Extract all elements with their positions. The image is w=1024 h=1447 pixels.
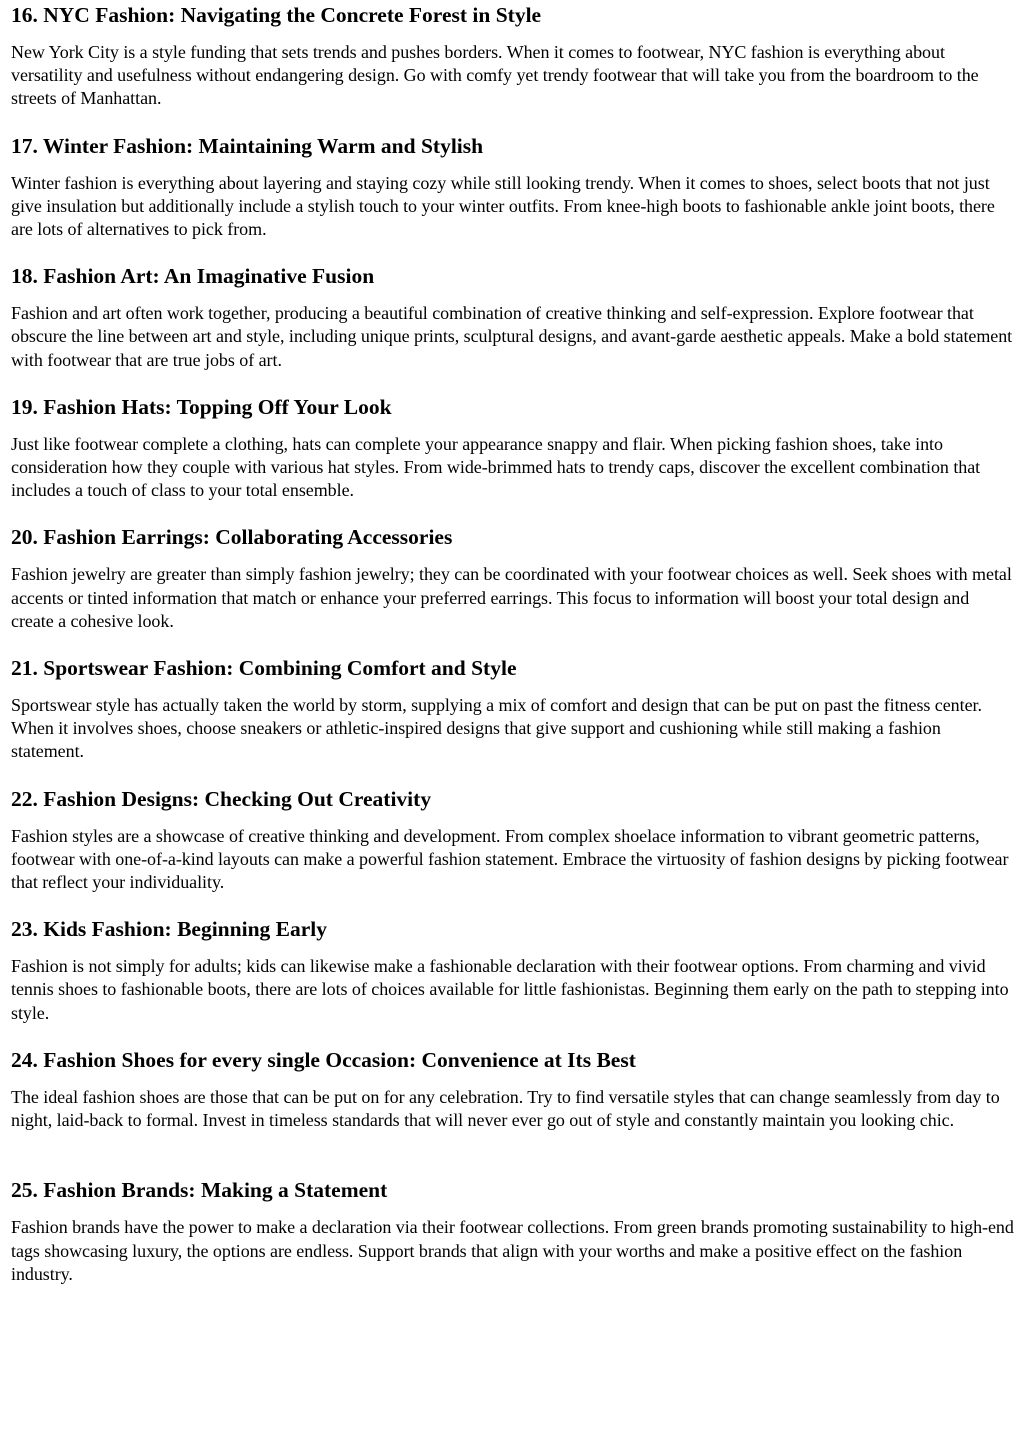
section-16 — [11, 1, 1014, 111]
section-24 — [11, 1046, 1014, 1156]
section-18 — [11, 262, 1014, 372]
section-heading: 16. NYC Fashion: Navigating the Concrete Forest in Style — [11, 3, 542, 27]
section-paragraph: Fashion jewelry are greater than simply fashion jewelry; they can be coordinated with your footwear choices as well. Seek shoes with metal accents or tinted information that match or enhance your preferred earrings. This focus to information will boost your total design and create a cohesive look. — [11, 564, 1012, 631]
section-paragraph: Fashion styles are a showcase of creative thinking and development. From complex shoelace information to vibrant geometric patterns, footwear with one-of-a-kind layouts can make a powerful fashion statement. Embrace the virtuosity of fashion designs by picking footwear that reflect your individuality. — [11, 825, 1009, 892]
article-body — [0, 1, 1024, 1286]
section-heading: 25. Fashion Brands: Making a Statement — [11, 1178, 388, 1203]
section-paragraph: Sportswear style has actually taken the world by storm, supplying a mix of comfort and design that can be put on past the fitness center. When it involves shoes, choose sneakers or athletic-inspired designs that give support and cushioning while still making a fashion statement. — [11, 694, 982, 762]
section-paragraph: Fashion is not simply for adults; kids can likewise make a fashionable declaration with their footwear options. From charming and vivid tennis shoes to fashionable boots, there are lots of choices available for little fashionistas. Beginning them early on the path to stepping into style. — [11, 956, 1009, 1023]
section-heading: 24. Fashion Shoes for every single Occasion: Convenience at Its Best — [11, 1047, 636, 1072]
section-heading: 21. Sportswear Fashion: Combining Comfort and Style — [11, 655, 517, 680]
section-paragraph: Fashion and art often work together, producing a beautiful combination of creative thinking and self-expression. Explore footwear that obscure the line between art and style, including unique prints, sculptural designs, and avant-garde aesthetic appeals. Make a bold statement with footwear that are true jobs of art. — [11, 303, 1013, 370]
section-paragraph: Just like footwear complete a clothing, hats can complete your appearance snappy and flair. When picking fashion shoes, take into consideration how they couple with various hat styles. From wide-brimmed hats to trendy caps, discover the excellent combination that includes a touch of class to your total ensemble. — [11, 433, 981, 501]
section-heading: 23. Kids Fashion: Beginning Early — [11, 917, 328, 942]
section-20 — [11, 523, 1014, 633]
section-23 — [11, 915, 1014, 1025]
section-25 — [11, 1176, 1014, 1286]
section-22 — [11, 785, 1014, 895]
section-heading: 17. Winter Fashion: Maintaining Warm and Stylish — [11, 133, 484, 158]
section-paragraph: New York City is a style funding that sets trends and pushes borders. When it comes to footwear, NYC fashion is everything about versatility and usefulness without endangering design. Go with comfy yet trendy footwear that will take you from the boardroom to the streets of Manhattan. — [11, 42, 979, 109]
section-paragraph: Fashion brands have the power to make a declaration via their footwear collections. From green brands promoting sustainability to high-end tags showcasing luxury, the options are endless. Support brands that align with your worths and make a positive effect on the fashion industry. — [11, 1217, 1014, 1284]
section-paragraph: Winter fashion is everything about layering and staying cozy while still looking trendy. When it comes to shoes, select boots that not just give insulation but additionally include a stylish touch to your winter outfits. From knee-high boots to fashionable ankle joint boots, there are lots of alternatives to pick from. — [11, 172, 995, 239]
section-heading: 18. Fashion Art: An Imaginative Fusion — [11, 264, 375, 289]
section-19 — [11, 393, 1014, 503]
section-17 — [11, 132, 1014, 242]
section-paragraph: The ideal fashion shoes are those that can be put on for any celebration. Try to find versatile styles that can change seamlessly from day to night, laid-back to formal. Invest in timeless standards that will never ever go out of style and constantly maintain you looking chic. — [11, 1086, 1000, 1130]
section-21 — [11, 654, 1014, 764]
section-heading: 20. Fashion Earrings: Collaborating Accessories — [11, 525, 453, 550]
section-heading: 19. Fashion Hats: Topping Off Your Look — [11, 394, 392, 419]
section-heading: 22. Fashion Designs: Checking Out Creativity — [11, 786, 432, 811]
